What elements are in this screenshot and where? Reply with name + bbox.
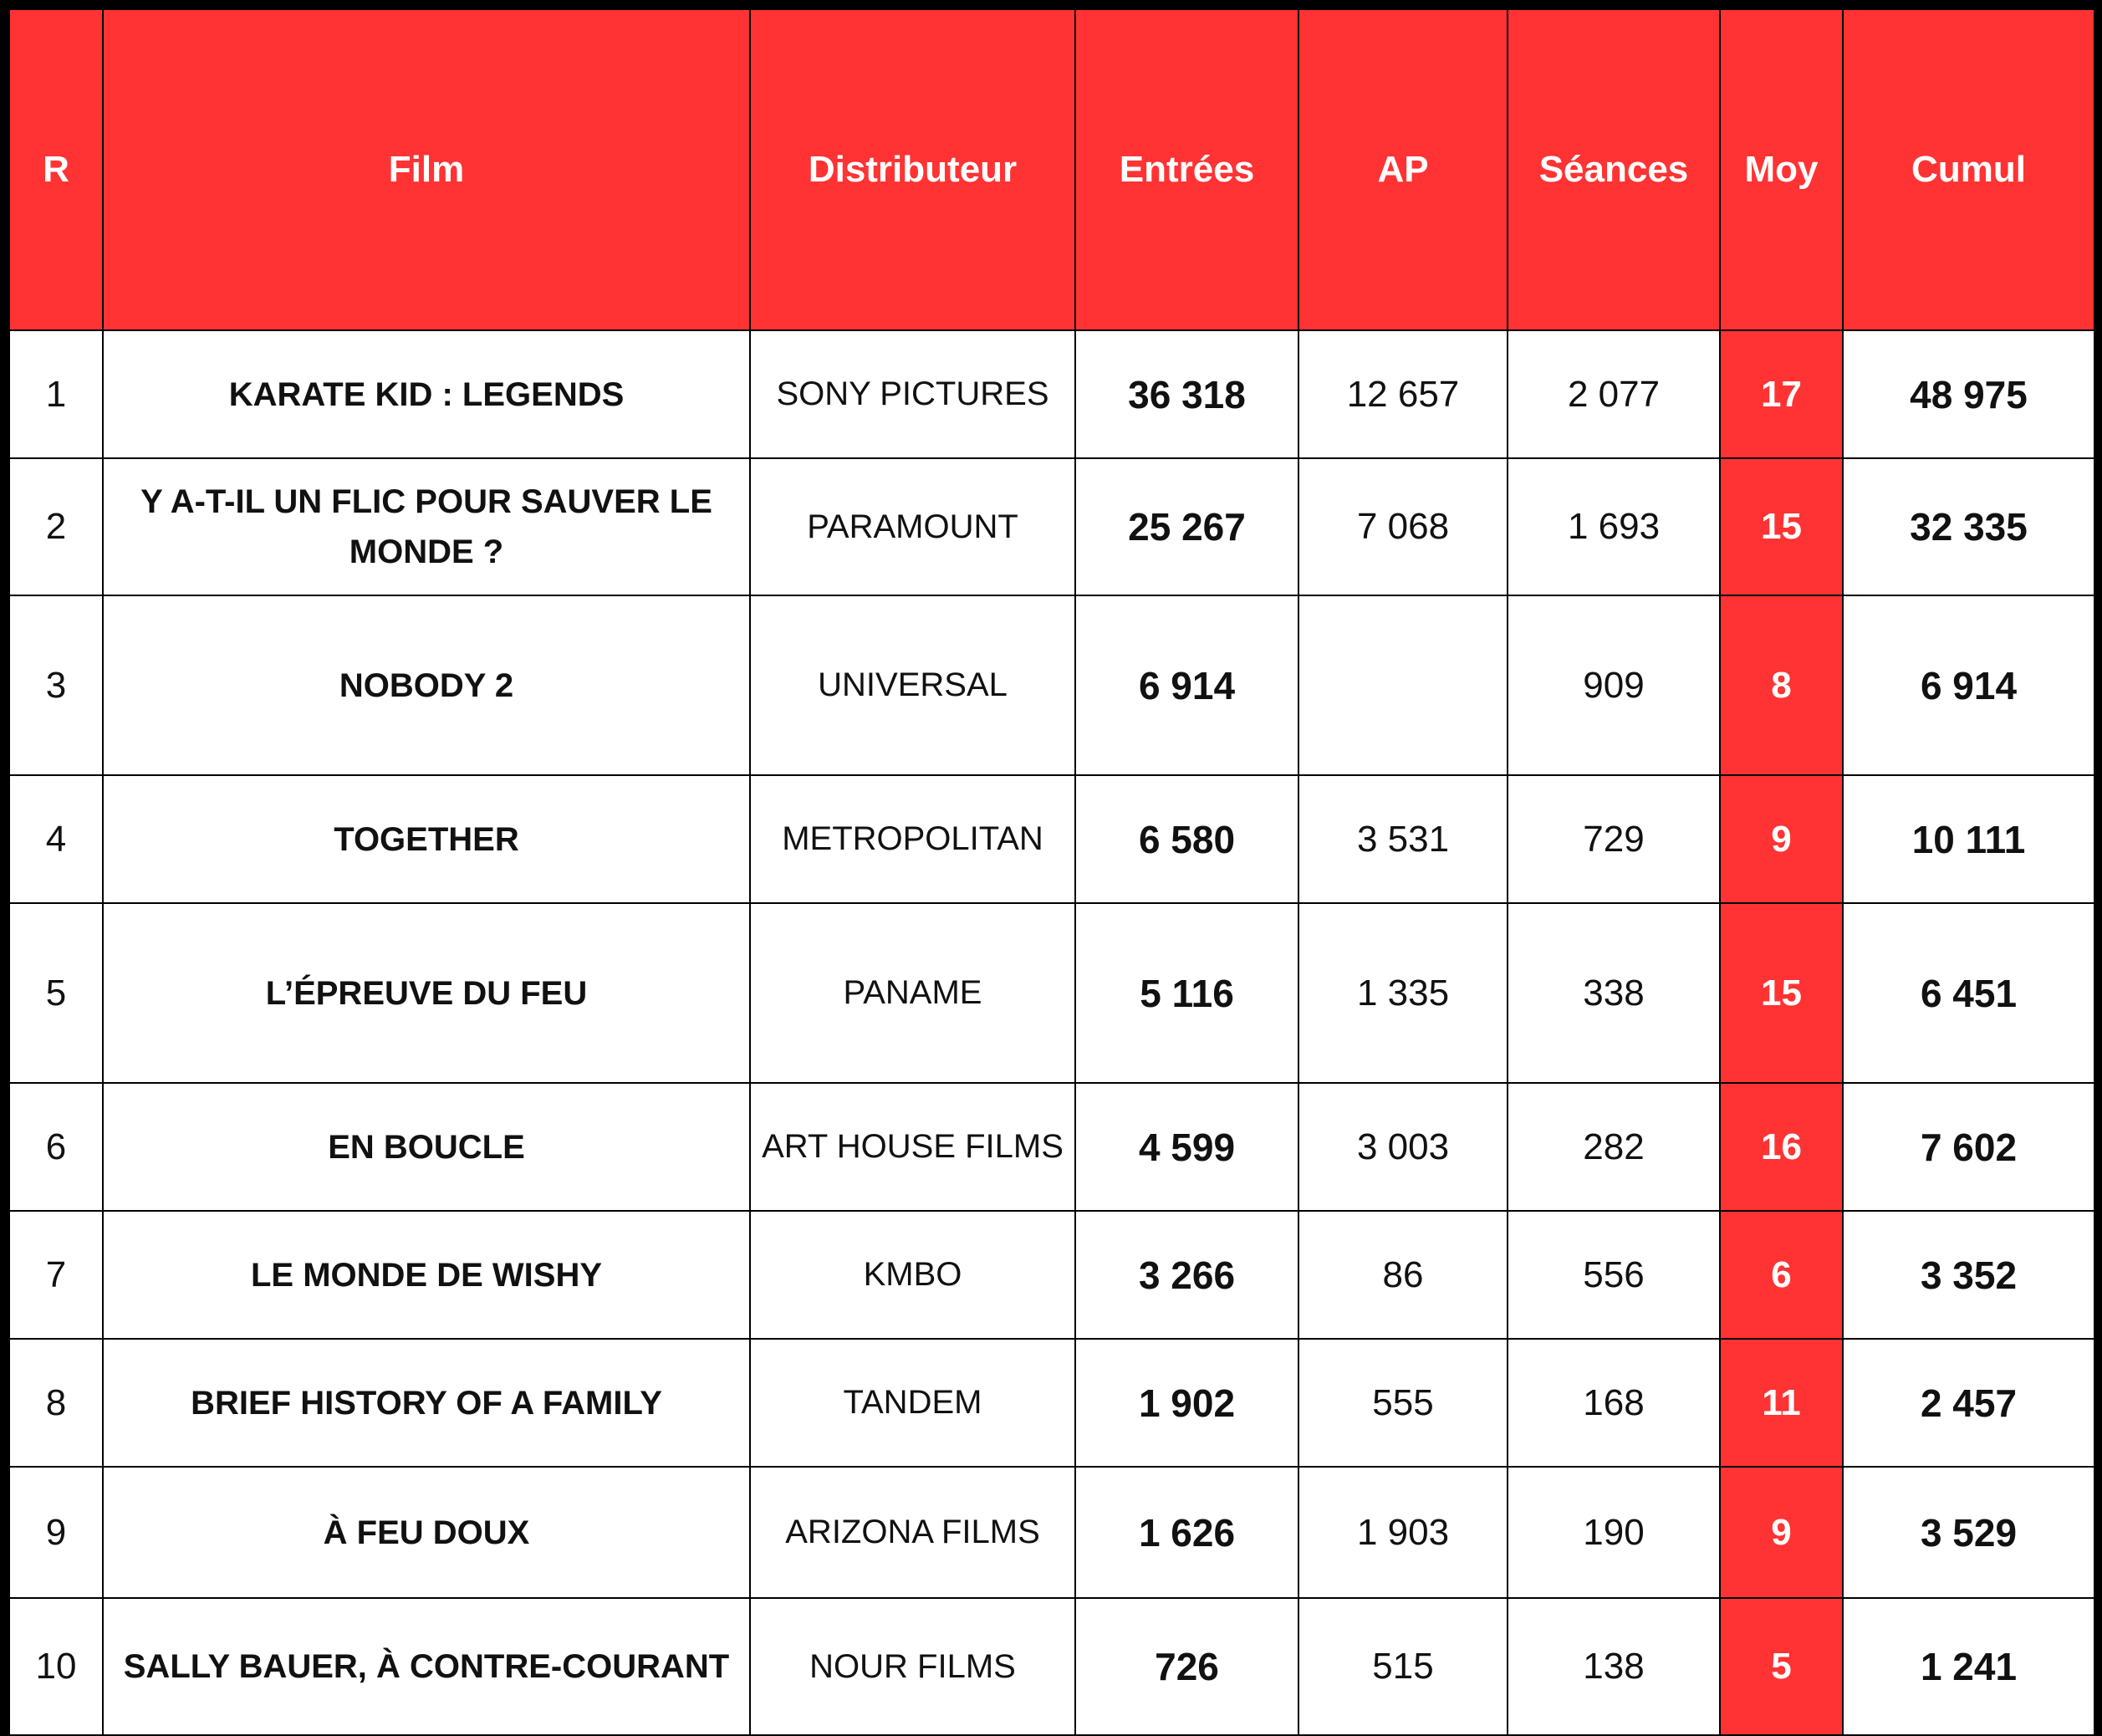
- header-cumul: Cumul: [1843, 9, 2094, 330]
- cell-moy: 6: [1720, 1211, 1843, 1339]
- cell-seances: 2 077: [1508, 330, 1720, 458]
- cell-moy: 8: [1720, 595, 1843, 775]
- cell-entrees: 4 599: [1075, 1083, 1298, 1211]
- cell-seances: 729: [1508, 775, 1720, 903]
- table-row: [9, 595, 2094, 775]
- cell-entrees: 1 626: [1075, 1467, 1298, 1598]
- table-row: [9, 330, 2094, 458]
- table-row: [9, 1467, 2094, 1598]
- cell-rank: 6: [9, 1083, 103, 1211]
- cell-cumul: 48 975: [1843, 330, 2094, 458]
- cell-distributeur: ARIZONA FILMS: [750, 1467, 1075, 1598]
- cell-distributeur: TANDEM: [750, 1339, 1075, 1467]
- cell-seances: 909: [1508, 595, 1720, 775]
- cell-cumul: 32 335: [1843, 458, 2094, 595]
- header-distributeur: Distributeur: [750, 9, 1075, 330]
- cell-cumul: 3 352: [1843, 1211, 2094, 1339]
- cell-film-title: NOBODY 2: [103, 595, 750, 775]
- cell-film-title: TOGETHER: [103, 775, 750, 903]
- cell-film-title: BRIEF HISTORY OF A FAMILY: [103, 1339, 750, 1467]
- cell-ap: 86: [1298, 1211, 1508, 1339]
- cell-moy: 15: [1720, 903, 1843, 1083]
- cell-entrees: 1 902: [1075, 1339, 1298, 1467]
- cell-cumul: 3 529: [1843, 1467, 2094, 1598]
- cell-ap: 12 657: [1298, 330, 1508, 458]
- cell-rank: 5: [9, 903, 103, 1083]
- cell-rank: 4: [9, 775, 103, 903]
- cell-seances: 556: [1508, 1211, 1720, 1339]
- cell-cumul: 10 111: [1843, 775, 2094, 903]
- box-office-table: [8, 8, 2095, 1736]
- header-seances: Séances: [1508, 9, 1720, 330]
- cell-distributeur: UNIVERSAL: [750, 595, 1075, 775]
- cell-entrees: 726: [1075, 1598, 1298, 1735]
- cell-rank: 8: [9, 1339, 103, 1467]
- cell-seances: 1 693: [1508, 458, 1720, 595]
- cell-film-title: À FEU DOUX: [103, 1467, 750, 1598]
- cell-distributeur: NOUR FILMS: [750, 1598, 1075, 1735]
- cell-rank: 10: [9, 1598, 103, 1735]
- cell-distributeur: METROPOLITAN: [750, 775, 1075, 903]
- cell-moy: 11: [1720, 1339, 1843, 1467]
- table-row: [9, 903, 2094, 1083]
- cell-film-title: KARATE KID : LEGENDS: [103, 330, 750, 458]
- header-row: [9, 9, 2094, 330]
- header-rank: R: [9, 9, 103, 330]
- cell-cumul: 2 457: [1843, 1339, 2094, 1467]
- cell-seances: 138: [1508, 1598, 1720, 1735]
- cell-ap: 7 068: [1298, 458, 1508, 595]
- cell-moy: 9: [1720, 1467, 1843, 1598]
- cell-cumul: 1 241: [1843, 1598, 2094, 1735]
- cell-distributeur: ART HOUSE FILMS: [750, 1083, 1075, 1211]
- cell-cumul: 6 451: [1843, 903, 2094, 1083]
- cell-rank: 9: [9, 1467, 103, 1598]
- cell-ap: [1298, 595, 1508, 775]
- table-row: [9, 1083, 2094, 1211]
- cell-entrees: 6 914: [1075, 595, 1298, 775]
- cell-distributeur: KMBO: [750, 1211, 1075, 1339]
- cell-film-title: SALLY BAUER, À CONTRE-COURANT: [103, 1598, 750, 1735]
- cell-ap: 515: [1298, 1598, 1508, 1735]
- cell-distributeur: PARAMOUNT: [750, 458, 1075, 595]
- cell-film-title: L’ÉPREUVE DU FEU: [103, 903, 750, 1083]
- header-moy: Moy: [1720, 9, 1843, 330]
- cell-ap: 555: [1298, 1339, 1508, 1467]
- header-film: Film: [103, 9, 750, 330]
- table-body: [9, 330, 2094, 1735]
- cell-entrees: 25 267: [1075, 458, 1298, 595]
- header-ap: AP: [1298, 9, 1508, 330]
- cell-ap: 1 335: [1298, 903, 1508, 1083]
- cell-seances: 338: [1508, 903, 1720, 1083]
- cell-seances: 168: [1508, 1339, 1720, 1467]
- table-row: [9, 1598, 2094, 1735]
- cell-moy: 16: [1720, 1083, 1843, 1211]
- table-header: [9, 9, 2094, 330]
- table-row: [9, 1211, 2094, 1339]
- table-row: [9, 458, 2094, 595]
- cell-moy: 9: [1720, 775, 1843, 903]
- cell-entrees: 3 266: [1075, 1211, 1298, 1339]
- cell-cumul: 6 914: [1843, 595, 2094, 775]
- cell-ap: 3 531: [1298, 775, 1508, 903]
- cell-entrees: 5 116: [1075, 903, 1298, 1083]
- cell-film-title: EN BOUCLE: [103, 1083, 750, 1211]
- cell-entrees: 6 580: [1075, 775, 1298, 903]
- cell-distributeur: SONY PICTURES: [750, 330, 1075, 458]
- cell-distributeur: PANAME: [750, 903, 1075, 1083]
- cell-film-title: Y A-T-IL UN FLIC POUR SAUVER LE MONDE ?: [103, 458, 750, 595]
- header-entrees: Entrées: [1075, 9, 1298, 330]
- cell-ap: 1 903: [1298, 1467, 1508, 1598]
- cell-moy: 15: [1720, 458, 1843, 595]
- cell-seances: 282: [1508, 1083, 1720, 1211]
- cell-rank: 2: [9, 458, 103, 595]
- cell-film-title: LE MONDE DE WISHY: [103, 1211, 750, 1339]
- cell-seances: 190: [1508, 1467, 1720, 1598]
- cell-rank: 7: [9, 1211, 103, 1339]
- cell-ap: 3 003: [1298, 1083, 1508, 1211]
- cell-moy: 5: [1720, 1598, 1843, 1735]
- cell-rank: 1: [9, 330, 103, 458]
- cell-entrees: 36 318: [1075, 330, 1298, 458]
- cell-moy: 17: [1720, 330, 1843, 458]
- cell-cumul: 7 602: [1843, 1083, 2094, 1211]
- cell-rank: 3: [9, 595, 103, 775]
- table-row: [9, 1339, 2094, 1467]
- table-row: [9, 775, 2094, 903]
